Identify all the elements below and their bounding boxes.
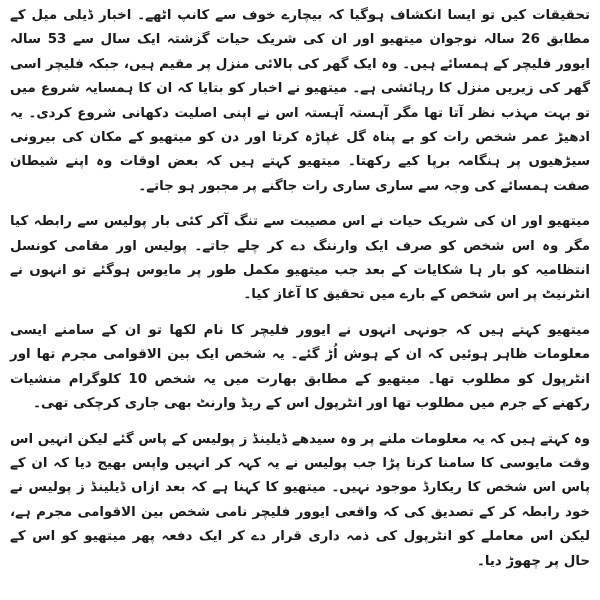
- article-paragraph-1: تحقیقات کیں تو ایسا انکشاف ہوگیا کہ بیچارے خوف سے کانپ اٹھے۔ اخبار ڈیلی میل کے مطابق 26 سالہ نوجوان میتھیو اور ان کی شریک حیات گزشتہ ایک سال سے 53 سالہ ایوور فلیچر کے ہمسائے ہیں۔ وہ ایک گھر کی بالائی منزل پر مقیم ہیں، جبکہ فلیچر اسی گھر کی زیریں منزل کا رہائشی ہے۔ میتھیو نے اخبار کو بتایا کہ ان کا ہمسایہ شروع میں تو بہت مہذب نظر آتا تھا مگر آہستہ آہستہ اس نے اپنی اصلیت دکھانی شروع کردی۔ یہ ادھیڑ عمر شخص رات کو بے پناہ گل غپاڑہ کرتا اور دن کو میتھیو کے مکان کی بیرونی سیڑھیوں پر ہنگامہ برپا کیے رکھتا۔ میتھیو کہتے ہیں کہ بعض اوقات وہ اپنے شیطان صفت ہمسائے کی وجہ سے ساری ساری رات جاگنے پر مجبور ہو جاتے۔: [10, 8, 591, 194]
- article-paragraph-2: میتھیو اور ان کی شریک حیات نے اس مصیبت سے تنگ آکر کئی بار پولیس سے رابطہ کیا مگر وہ اس شخص کو صرف ایک وارننگ دے کر چلے جاتے۔ پولیس اور مقامی کونسل انتظامیہ کو بار ہا شکایات کے بعد جب میتھیو مکمل طور پر مایوس ہوگئے تو انہوں نے انٹرنیٹ پر اس شخص کے بارے میں تحقیق کا آغاز کیا۔: [10, 214, 590, 303]
- article-paragraph-4: وہ کہتے ہیں کہ یہ معلومات ملنے پر وہ سیدھے ڈیلینڈ ز پولیس کے پاس گئے لیکن انہیں اس وقت مایوسی کا سامنا کرنا پڑا جب پولیس نے یہ کہہ کر انہیں واپس بھیج دیا کہ ان کے پاس اس شخص کا ریکارڈ موجود نہیں۔ میتھیو کا کہنا ہے کہ بعد ازاں ڈیلینڈ ز پولیس نے خود رابطہ کر کے تصدیق کی کہ واقعی ایوور فلیچر نامی شخص بین الاقوامی مجرم ہے، لیکن اس معاملے کو انٹرپول کی ذمہ داری قرار دے کر ایک دفعہ پھر میتھیو کو اس کے حال پر چھوڑ دیا۔: [10, 431, 590, 569]
- article-paragraph-3: میتھیو کہتے ہیں کہ جونہی انہوں نے ایوور فلیچر کا نام لکھا تو ان کے سامنے ایسی معلومات ظاہر ہوئیں کہ ان کے ہوش اُڑ گئے۔ یہ شخص ایک بین الاقوامی مجرم تھا اور انٹرپول کو مطلوب تھا۔ میتھیو کے مطابق بھارت میں یہ شخص 10 کلوگرام منشیات رکھنے کے جرم میں مطلوب تھا اور انٹرپول اس کے ریڈ وارنٹ بھی جاری کرچکی تھی۔: [10, 322, 590, 412]
